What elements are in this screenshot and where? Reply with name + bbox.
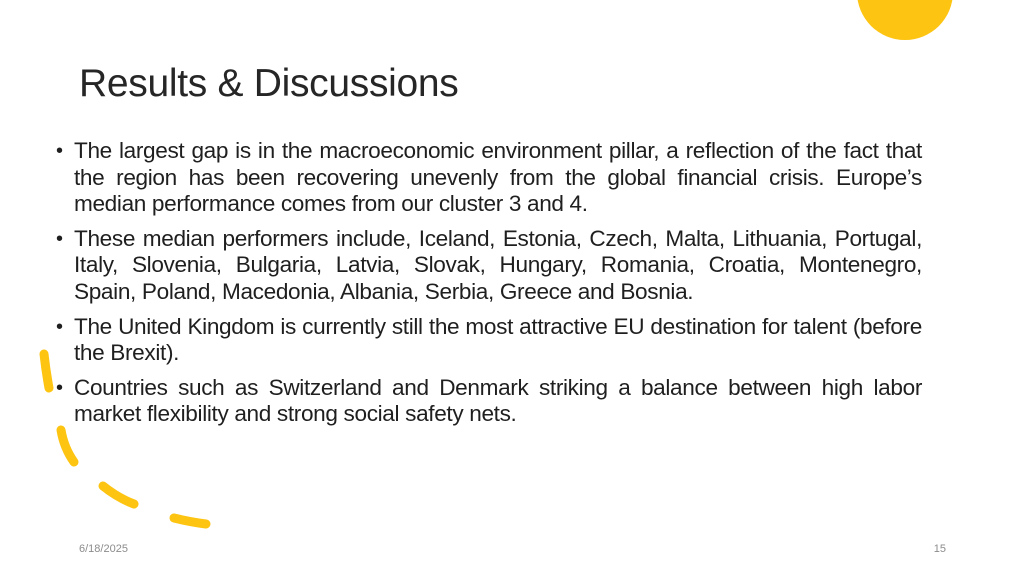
bullet-item [56, 226, 922, 306]
accent-circle [857, 0, 953, 40]
slide-title: Results & Discussions [79, 62, 459, 105]
bullet-dot-icon: • [56, 140, 63, 162]
bullet-item [56, 314, 922, 367]
bullet-text: The United Kingdom is currently still the most attractive EU destination for talent (before the Brexit). [74, 313, 922, 366]
bullet-text: Countries such as Switzerland and Denmark striking a balance between high labor market flexibility and strong social safety nets. [74, 374, 922, 427]
bullet-text: These median performers include, Iceland, Estonia, Czech, Malta, Lithuania, Portugal, Italy, Slovenia, Bulgaria, Latvia, Slovak, Hungary, Romania, Croatia, Montenegro, Spain, Poland, Macedonia, Albania, Serbia, Greece and Bosnia. [74, 225, 922, 304]
bullet-item [56, 375, 922, 428]
arc-dash [44, 354, 49, 388]
arc-dash [103, 486, 134, 504]
bullet-item [56, 138, 922, 218]
bullet-list [56, 138, 922, 436]
slide-number: 15 [933, 543, 946, 555]
bullet-text: The largest gap is in the macroeconomic environment pillar, a reflection of the fact that the region has been recovering unevenly from the global financial crisis. Europe’s median performance comes from our cluster 3 and 4. [74, 138, 922, 217]
arc-dash [174, 518, 206, 524]
footer-date: 6/18/2025 [79, 543, 128, 555]
bullet-dot-icon: • [56, 315, 63, 338]
bullet-dot-icon: • [56, 376, 63, 399]
bullet-dot-icon: • [56, 227, 63, 250]
